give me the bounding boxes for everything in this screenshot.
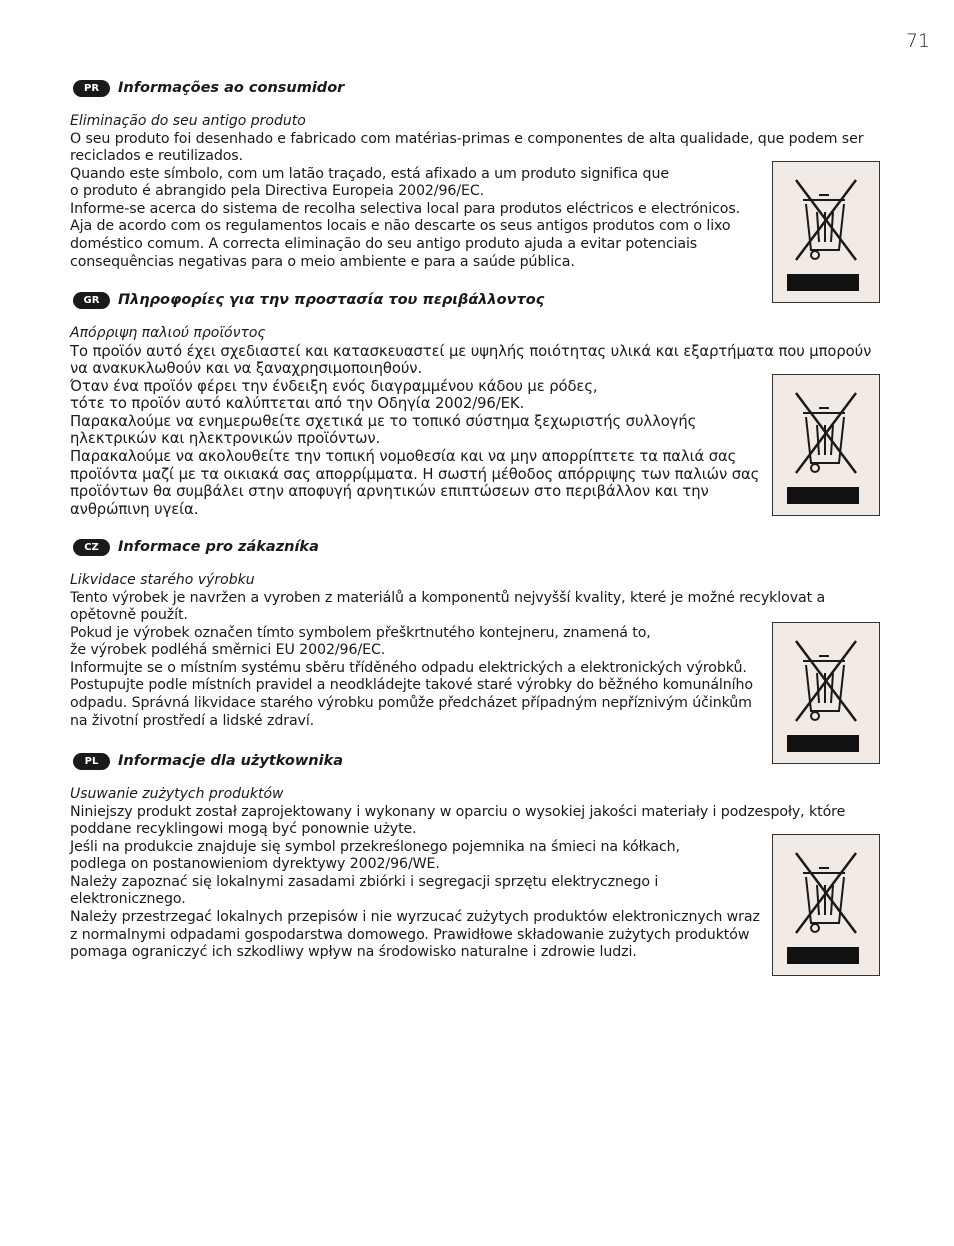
- body-paragraph: Quando este símbolo, com um latão traçado, está afixado a um produto significa que: [70, 165, 669, 182]
- crossed-out-wheelie-bin-icon: [772, 622, 880, 764]
- body-paragraph: Należy zapoznać się lokalnymi zasadami zbiórki i segregacji sprzętu elektrycznego i elektronicznego.: [70, 873, 659, 908]
- section-heading-row: [74, 751, 890, 771]
- section-heading: Informações ao consumidor: [118, 80, 345, 96]
- body-paragraph: že výrobek podléhá směrnici EU 2002/96/EC.: [70, 642, 386, 659]
- body-paragraph: Παρακαλούμε να ενημερωθείτε σχετικά με το τοπικό σύστημα ξεχωριστής συλλογής ηλεκτρικών και ηλεκτρονικών προϊόντων.: [70, 412, 697, 448]
- section-pr: [70, 78, 890, 271]
- crossed-out-wheelie-bin-icon: [772, 374, 880, 516]
- section-body: [70, 131, 890, 272]
- language-badge: PR: [73, 80, 110, 97]
- language-badge: CZ: [73, 539, 110, 556]
- section-heading: Informacje dla użytkownika: [118, 753, 344, 769]
- section-heading: Πληροφορίες για την προστασία του περιβάλλοντος: [118, 292, 545, 308]
- body-paragraph: Tento výrobek je navržen a vyroben z materiálů a komponentů nejvyšší kvality, které je možné recyklovat a opětovně použít.: [70, 589, 826, 624]
- body-paragraph: Jeśli na produkcie znajduje się symbol przekreślonego pojemnika na śmieci na kółkach,: [70, 838, 680, 855]
- section-body: [70, 804, 890, 962]
- section-cz: [70, 537, 890, 730]
- body-paragraph: Informe-se acerca do sistema de recolha selectiva local para produtos eléctricos e electrónicos.: [70, 200, 741, 217]
- body-paragraph: Postupujte podle místních pravidel a neodkládejte takové staré výrobky do běžného komunálního odpadu. Správná likvidace starého výrobku pomůže předcházet případným nepříznivým účinkům na životní prostředí a lidské zdraví.: [70, 677, 753, 729]
- body-paragraph: podlega on postanowieniom dyrektywy 2002/96/WE.: [70, 856, 440, 873]
- body-paragraph: Pokud je výrobek označen tímto symbolem přeškrtnutého kontejneru, znamená to,: [70, 624, 651, 641]
- section-subheading: Usuwanie zużytych produktów: [70, 786, 284, 802]
- section-subheading: Απόρριψη παλιού προϊόντος: [70, 325, 266, 341]
- page-number: 71: [905, 30, 930, 52]
- body-paragraph: Όταν ένα προϊόν φέρει την ένδειξη ενός διαγραμμένου κάδου με ρόδες,: [70, 377, 598, 395]
- crossed-out-wheelie-bin-icon: [772, 161, 880, 303]
- section-subheading: Likvidace starého výrobku: [70, 572, 255, 588]
- section-gr: [70, 290, 890, 518]
- body-paragraph: τότε το προϊόν αυτό καλύπτεται από την Οδηγία 2002/96/ΕΚ.: [70, 395, 525, 413]
- body-paragraph: o produto é abrangido pela Directiva Europeia 2002/96/EC.: [70, 183, 485, 200]
- section-body: [70, 343, 890, 519]
- body-paragraph: Το προϊόν αυτό έχει σχεδιαστεί και κατασκευαστεί με υψηλής ποιότητας υλικά και εξαρτήματα που μπορούν να ανακυκλωθούν και να ξαναχρησιμοποιηθούν.: [70, 342, 872, 378]
- section-heading-row: [74, 290, 890, 310]
- section-pl: [70, 751, 890, 962]
- section-heading: Informace pro zákazníka: [118, 539, 319, 555]
- section-subheading: Eliminação do seu antigo produto: [70, 113, 306, 129]
- body-paragraph: Παρακαλούμε να ακολουθείτε την τοπική νομοθεσία και να μην απορρίπτετε τα παλιά σας προϊόντα μαζί με τα οικιακά σας απορρίμματα. Η σωστή μέθοδος απόρριψης των παλιών σας προϊόντων θα συμβάλει στην αποφυγή αρνητικών επιπτώσεων στο περιβάλλον και την ανθρώπινη υγεία.: [70, 448, 760, 518]
- language-badge: PL: [73, 753, 110, 770]
- body-paragraph: O seu produto foi desenhado e fabricado com matérias-primas e componentes de alta qualidade, que podem ser reciclados e reutilizados.: [70, 130, 864, 165]
- section-heading-row: [74, 537, 890, 557]
- crossed-out-wheelie-bin-icon: [772, 834, 880, 976]
- language-badge: GR: [73, 292, 110, 309]
- body-paragraph: Należy przestrzegać lokalnych przepisów i nie wyrzucać zużytych produktów elektronicznych wraz z normalnymi odpadami gospodarstwa domowego. Prawidłowe składowanie zużytych produktów pomaga ograniczyć ich szkodliwy wpływ na środowisko naturalne i zdrowie ludzi.: [70, 909, 760, 961]
- body-paragraph: Informujte se o místním systému sběru tříděného odpadu elektrických a elektronických výrobků.: [70, 659, 747, 676]
- section-heading-row: [74, 78, 890, 98]
- section-body: [70, 590, 890, 731]
- body-paragraph: Aja de acordo com os regulamentos locais e não descarte os seus antigos produtos com o lixo doméstico comum. A correcta eliminação do seu antigo produto ajuda a evitar potenciais consequências negativas para o meio ambiente e para a saúde pública.: [70, 218, 731, 270]
- body-paragraph: Niniejszy produkt został zaprojektowany i wykonany w oparciu o wysokiej jakości materiały i podzespoły, które poddane recyklingowi mogą być ponownie użyte.: [70, 803, 846, 838]
